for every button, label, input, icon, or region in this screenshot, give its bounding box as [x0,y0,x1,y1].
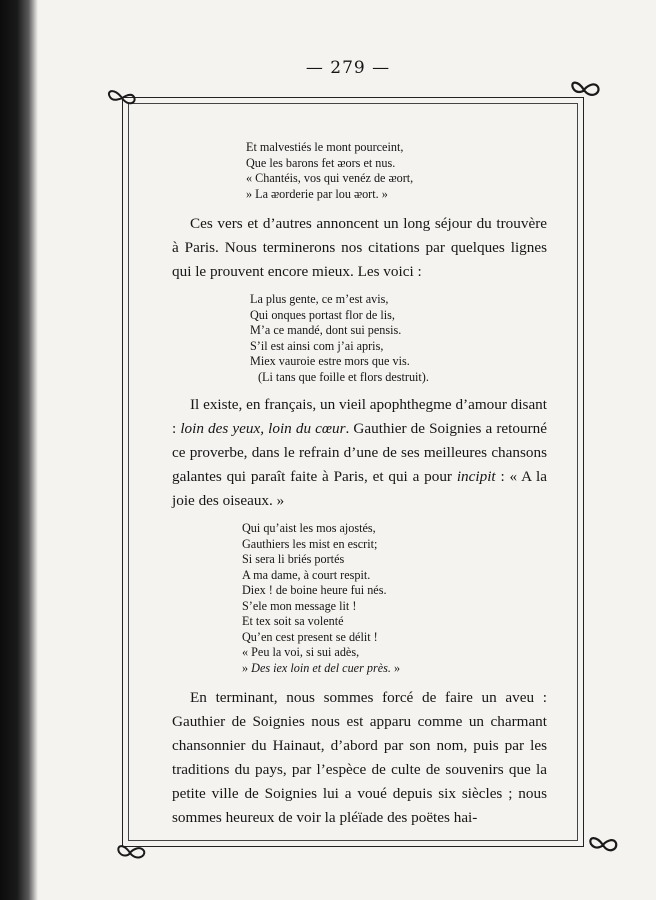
refrain-prefix: » [242,660,252,675]
corner-ornament-top-left-icon [104,83,138,113]
verse-line: « Peu la voi, si sui adès, [242,645,360,659]
verse-line: Qu’en cest present se délit ! [242,629,378,644]
verse-line: Si sera li briés portés [242,552,345,566]
verse-line: Qui onques portast flor de lis, [250,307,395,322]
corner-ornament-bottom-left-icon [114,838,148,868]
corner-ornament-top-right-icon [568,75,602,105]
verse-line: Gauthiers les mist en escrit; [242,536,378,551]
verse-line-refrain [242,661,547,677]
paragraph-2-text-start: Il existe, en français, un vieil apophthegme d’amour disant : [172,396,547,437]
verse-line: Diex ! de boine heure fui nés. [242,583,387,597]
verse-line: » La ᴂorderie par lou ᴂort. » [246,186,388,201]
page-number: — 279 — [305,58,391,78]
paragraph-3-text: En terminant, nous sommes forcé de faire un aveu : Gauthier de Soignies nous est apparu comme un charmant chansonnier du Hainaut, d’abord par son nom, puis par les traditions du pays, par l’espèce de culte de souvenirs que la petite ville de Soignies lui a voué depuis six siècles ; nous sommes heureux de voir la pléïade des poëtes hai- [172,689,547,826]
page-content [172,140,547,830]
paragraph-1 [172,212,547,284]
verse-block-2 [250,292,547,385]
verse-line: S’il est ainsi com j’ai apris, [250,338,384,353]
verse-line: S’ele mon message lit ! [242,598,357,613]
refrain-suffix: » [390,660,401,675]
paragraph-2 [172,393,547,513]
verse-line: (Li tans que foille et flors destruit). [258,369,429,384]
verse-line: A ma dame, à court respit. [242,567,371,582]
verse-block-1 [246,140,547,202]
verse-line: Que les barons fet ᴂors et nus. [246,155,396,170]
corner-ornament-bottom-right-icon [586,830,620,860]
verse-line: Miex vauroie estre mors que vis. [250,354,410,368]
paragraph-1-text: Ces vers et d’autres annoncent un long séjour du trouvère à Paris. Nous terminerons nos citations par quelques lignes qui le prouvent encore mieux. Les voici : [172,215,547,280]
verse-line: La plus gente, ce m’est avis, [250,292,389,306]
paragraph-3 [172,686,547,830]
verse-block-3 [242,521,547,676]
paragraph-2-text-end: : « A la joie des oiseaux. » [172,468,547,509]
verse-line: Et tex soit sa volenté [242,614,344,628]
verse-line: M’a ce mandé, dont sui pensis. [250,323,402,337]
paragraph-2-text-middle: . Gauthier de Soignies a retourné ce proverbe, dans le refrain d’une de ses meilleures chansons galantes qui paraît faite à Paris, et qui a pour [172,420,547,485]
verse-line: Qui qu’aist les mos ajostés, [242,521,376,535]
verse-line: « Chantéis, vos qui venéz de ᴂort, [246,171,414,185]
incipit-label: incipit [456,468,496,485]
scan-edge-shadow [0,0,38,900]
proverb-phrase: loin des yeux, loin du cœur [180,420,346,437]
refrain-text: Des iex loin et del cuer près. [251,660,391,675]
verse-line: Et malvestiés le mont pourceint, [246,140,404,154]
